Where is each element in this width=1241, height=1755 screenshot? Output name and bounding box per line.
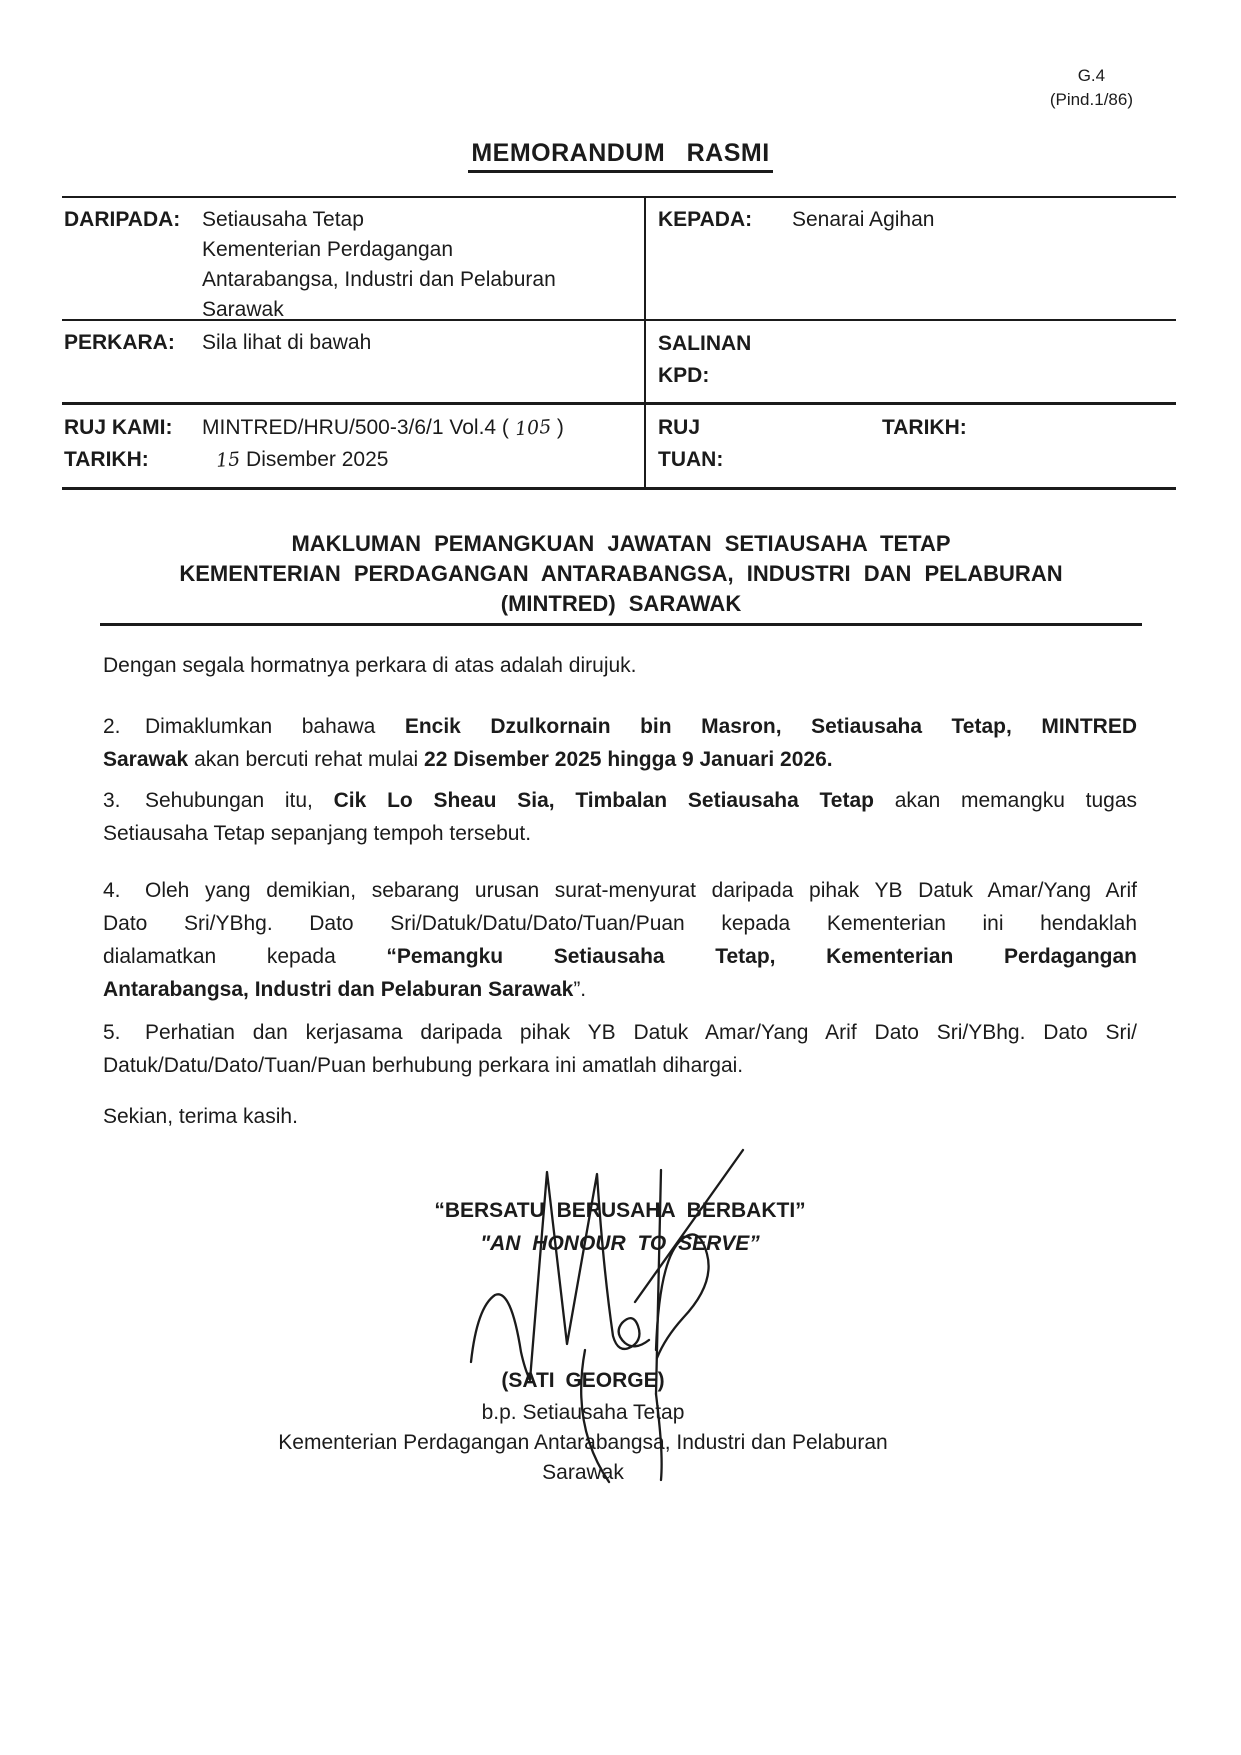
table-row-ruj-tarikh (62, 405, 1176, 490)
tarikh-kami-value (202, 444, 644, 476)
signatory-name: (SATI GEORGE) (501, 1369, 665, 1392)
body-paragraph (103, 710, 1137, 776)
tarikh-handwritten-day: 15 (215, 448, 241, 472)
paragraph-line (103, 907, 1137, 940)
body-paragraph (103, 874, 1137, 1006)
table-row-daripada-kepada (62, 198, 1176, 321)
body-paragraph (103, 1016, 1137, 1082)
paragraph-number: 4. (103, 879, 121, 902)
form-revision: (Pind.1/86) (1049, 90, 1133, 109)
daripada-line: Setiausaha Tetap (202, 208, 364, 231)
text-run: Setiausaha Tetap sepanjang tempoh tersebut. (103, 822, 532, 845)
paragraph-line (103, 710, 1137, 743)
bold-text-run: Sarawak (103, 748, 189, 771)
daripada-line: Kementerian Perdagangan (202, 238, 454, 261)
table-row-perkara-salinan (62, 321, 1176, 405)
tarikh-tuan-label: TARIKH: (882, 416, 967, 439)
text-run: Dato Sri/YBhg. Dato Sri/Datuk/Datu/Dato/Tuan/Puan kepada Kementerian ini hendaklah (103, 912, 1137, 935)
ruj-tuan-label-line: RUJ (658, 416, 701, 439)
page-title: MEMORANDUM RASMI (468, 139, 772, 173)
text-run: Perhatian dan kerjasama daripada pihak YB Datuk Amar/Yang Arif Dato Sri/YBhg. Dato Sri/ (145, 1021, 1137, 1044)
text-run: akan bercuti rehat mulai (188, 748, 425, 771)
signoff-block (103, 1366, 1063, 1488)
paragraph-line (103, 874, 1137, 907)
text-run: akan memangku tugas (873, 789, 1137, 812)
subject-line: (MINTRED) SARAWAK (500, 591, 742, 616)
salinan-label (658, 328, 796, 402)
kepada-cell (644, 198, 1176, 319)
daripada-cell (62, 198, 644, 319)
ruj-kami-value (202, 412, 644, 444)
salinan-cell (644, 321, 1176, 402)
motto-english: "AN HONOUR TO SERVE” (480, 1232, 760, 1255)
perkara-value: Sila lihat di bawah (202, 331, 372, 354)
paragraph-number: 2. (103, 715, 121, 738)
text-run: Datuk/Datu/Dato/Tuan/Puan berhubung perkara ini amatlah dihargai. (103, 1054, 744, 1077)
paragraph-number: 5. (103, 1021, 121, 1044)
subject-line: KEMENTERIAN PERDAGANGAN ANTARABANGSA, INDUSTRI DAN PELABURAN (179, 561, 1063, 586)
bold-text-run: 22 Disember 2025 hingga 9 Januari 2026. (424, 748, 833, 771)
ruj-kami-values (202, 412, 644, 487)
tarikh-printed: Disember 2025 (240, 448, 389, 471)
ruj-kami-handwritten-number: 105 (514, 415, 552, 441)
paragraph-line (103, 817, 1137, 850)
daripada-value (202, 205, 644, 319)
signatory-ministry: Kementerian Perdagangan Antarabangsa, Industri dan Pelaburan (278, 1431, 888, 1454)
text-run: Sehubungan itu, (145, 789, 334, 812)
daripada-line: Antarabangsa, Industri dan Pelaburan (202, 268, 556, 291)
daripada-line: Sarawak (202, 298, 284, 321)
paragraph-line (103, 1049, 1137, 1082)
text-run: Oleh yang demikian, sebarang urusan surat-menyurat daripada pihak YB Datuk Amar/Yang Arif (145, 879, 1137, 902)
form-reference (1050, 64, 1133, 112)
ruj-kami-label: RUJ KAMI: (64, 416, 173, 439)
daripada-label: DARIPADA: (64, 208, 181, 231)
bold-text-run: Encik Dzulkornain bin Masron, Setiausaha Tetap, MINTRED (404, 715, 1137, 738)
salinan-label-line: KPD: (658, 364, 710, 387)
paragraph-line (103, 1016, 1137, 1049)
motto-malay: “BERSATU BERUSAHA BERBAKTI” (434, 1199, 806, 1222)
paragraph-line (103, 743, 1137, 776)
kepada-label: KEPADA: (658, 208, 753, 231)
subject-heading (100, 529, 1142, 626)
ruj-kami-cell (62, 405, 644, 487)
text-run: dialamatkan kepada (103, 945, 387, 968)
tarikh-kami-label: TARIKH: (64, 448, 149, 471)
kepada-value: Senarai Agihan (792, 208, 935, 231)
body-paragraph (103, 1100, 1137, 1133)
paragraph-line (103, 973, 1137, 1006)
signatory-title: b.p. Setiausaha Tetap (481, 1401, 685, 1424)
title-wrap (0, 139, 1241, 173)
subject-line: MAKLUMAN PEMANGKUAN JAWATAN SETIAUSAHA TETAP (291, 531, 951, 556)
ruj-kami-value-close: ) (551, 416, 564, 439)
body-paragraph (103, 649, 1137, 682)
paragraph-line (103, 784, 1137, 817)
memo-header-table (62, 196, 1176, 490)
form-code: G.4 (1077, 66, 1106, 85)
ruj-kami-labels (64, 412, 202, 487)
body-paragraph (103, 784, 1137, 850)
salinan-label-line: SALINAN (658, 332, 752, 355)
perkara-cell (62, 321, 644, 402)
salinan-value (796, 328, 1176, 402)
ruj-tuan-label-line: TUAN: (658, 448, 724, 471)
paragraph-line (103, 649, 1137, 682)
paragraph-number: 3. (103, 789, 121, 812)
signatory-state: Sarawak (542, 1461, 624, 1484)
text-run: ”. (573, 978, 587, 1001)
text-run: Sekian, terima kasih. (103, 1105, 298, 1128)
text-run: Dengan segala hormatnya perkara di atas adalah dirujuk. (103, 654, 637, 677)
bold-text-run: Antarabangsa, Industri dan Pelaburan Sarawak (103, 978, 574, 1001)
perkara-label: PERKARA: (64, 331, 175, 354)
text-run: Dimaklumkan bahawa (145, 715, 405, 738)
ruj-kami-value-printed: MINTRED/HRU/500-3/6/1 Vol.4 ( (202, 416, 515, 439)
bold-text-run: Cik Lo Sheau Sia, Timbalan Setiausaha Tetap (333, 789, 874, 812)
bold-text-run: “Pemangku Setiausaha Tetap, Kementerian Perdagangan (386, 945, 1137, 968)
paragraph-line (103, 1100, 1137, 1133)
ruj-tuan-cell (644, 405, 1176, 487)
paragraph-line (103, 940, 1137, 973)
ruj-tuan-label (658, 412, 882, 487)
